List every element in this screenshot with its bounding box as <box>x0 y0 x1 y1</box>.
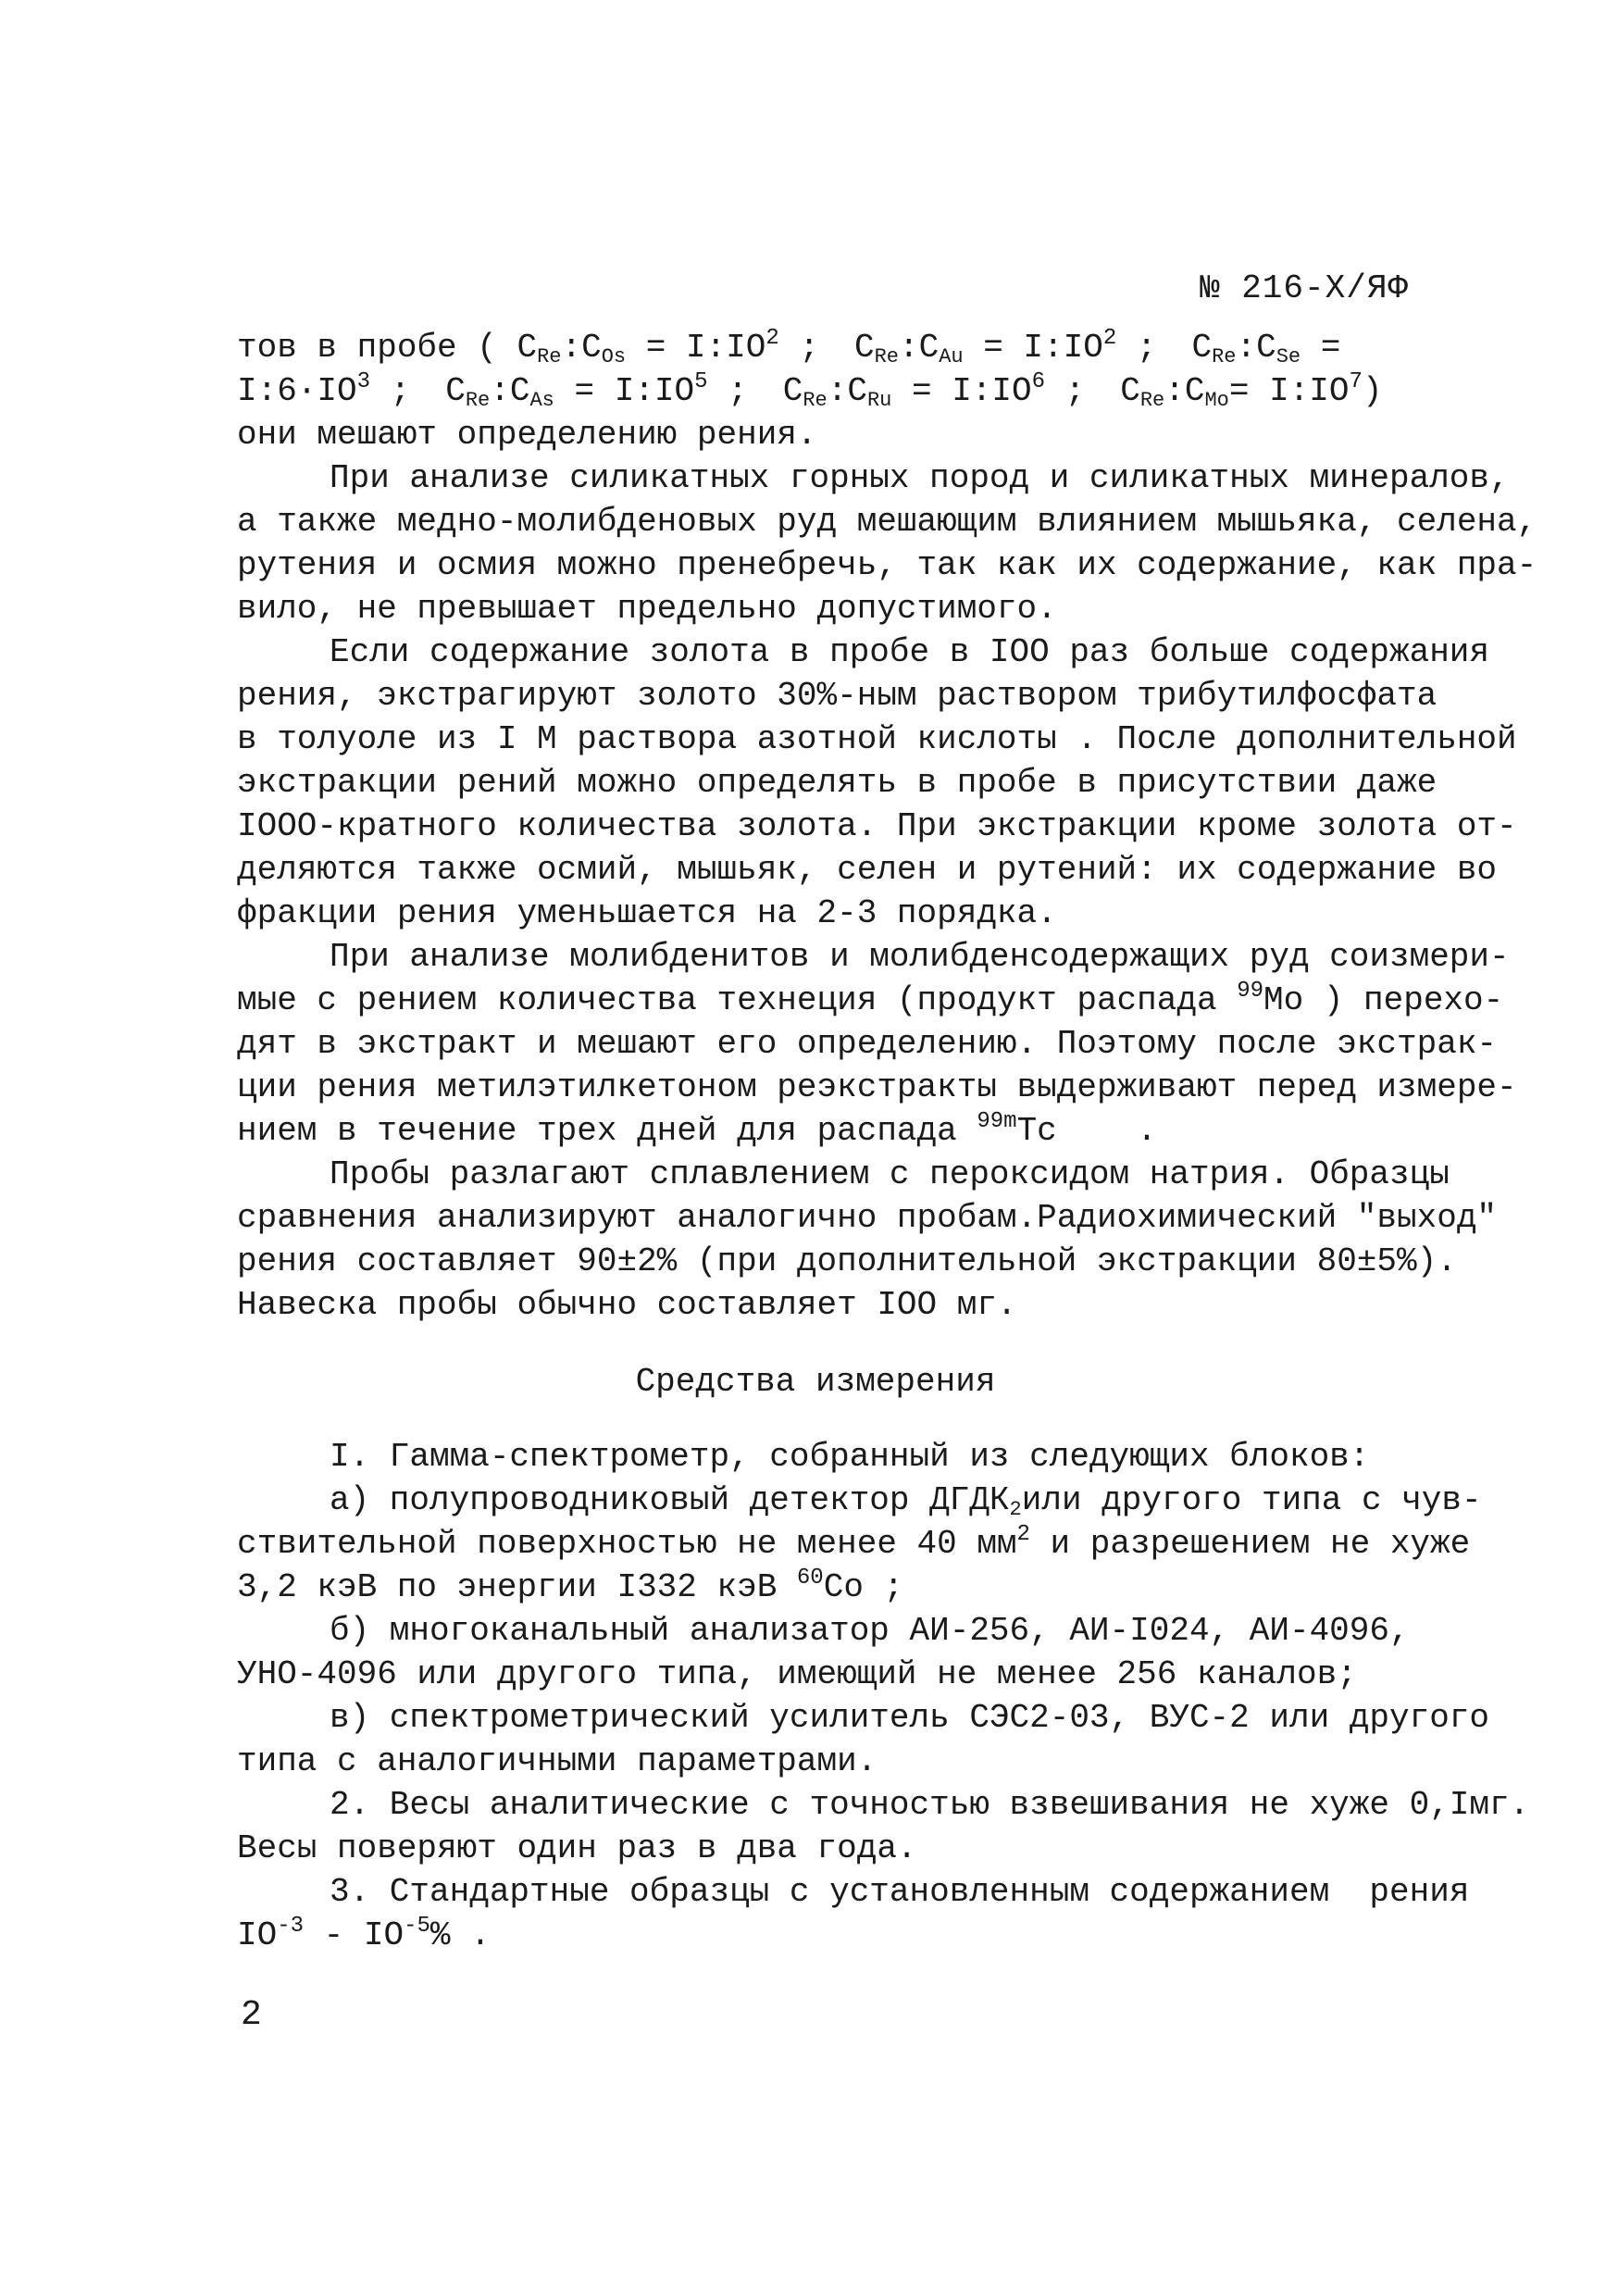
ratio-exponent: 2 <box>1102 326 1117 351</box>
paragraph-line: а также медно-молибденовых руд мешающим влиянием мышьяка, селена, <box>237 503 1537 541</box>
list-item-1b-line: б) многоканальный анализатор АИ-256, АИ-I024, АИ-4096, <box>330 1612 1410 1650</box>
subscript: 2 <box>1009 1498 1022 1521</box>
list-item-3-line: 3. Стандартные образцы с установленным содержанием рения <box>330 1873 1470 1911</box>
paragraph-line: экстракции рений можно определять в пробе в присутствии даже <box>237 764 1438 802</box>
list-item-1a-line <box>237 1479 1482 1522</box>
formula-line-1 <box>237 326 1394 369</box>
ratio-exponent: 5 <box>694 369 708 394</box>
ratio-re-se-value <box>237 369 410 413</box>
formula-line-2 <box>237 369 1394 413</box>
paragraph-line: фракции рения уменьшается на 2-3 порядка. <box>237 894 1057 932</box>
list-item-2-line: Весы поверяют один раз в два года. <box>237 1829 917 1867</box>
list-item-1c-line: в) спектрометрический усилитель СЭС2-03, ВУС-2 или другого <box>330 1699 1490 1737</box>
ratio-symbol: C <box>1191 329 1213 367</box>
ratio-symbol: :C <box>898 329 940 367</box>
superscript: 2 <box>1016 1522 1030 1547</box>
ratio-value: = I:IO <box>1228 372 1350 410</box>
document-body <box>237 326 1537 1957</box>
ratio-subscript: Se <box>1276 345 1301 368</box>
ratio-subscript: Re <box>1139 389 1165 412</box>
mass-number: 99 <box>1237 979 1263 1004</box>
ratio-subscript: Re <box>537 345 562 368</box>
section-title: Средства измерения <box>635 1363 996 1401</box>
ratio-subscript: Re <box>803 389 828 412</box>
paragraph-line: вило, не превышает предельно допустимого. <box>237 590 1057 628</box>
ratio-subscript: Re <box>1212 345 1237 368</box>
ratio-subscript: Au <box>939 345 964 368</box>
paragraph-line: в толуоле из I М раствора азотной кислоты . После дополнительной <box>237 720 1517 758</box>
ratio-re-au <box>854 326 1157 369</box>
text-run: а) полупроводниковый детектор ДГДК <box>330 1481 1010 1519</box>
ratio-exponent: 2 <box>765 326 779 351</box>
ratio-subscript: Ru <box>866 389 892 412</box>
text-run: IO <box>237 1916 278 1954</box>
paragraph-line: Навеска пробы обычно составляет IOO мг. <box>237 1286 1017 1324</box>
text-run: - IO <box>304 1916 404 1954</box>
paragraph-line: сравнения анализируют аналогично пробам.Радиохимический "выход" <box>237 1199 1498 1237</box>
ratio-re-mo <box>1120 369 1382 413</box>
list-item-2-line: 2. Весы аналитические с точностью взвешивания не хуже 0,Iмг. <box>330 1786 1530 1824</box>
text-run: Mo ) перехо- <box>1263 981 1504 1019</box>
paragraph-line: При анализе силикатных горных пород и силикатных минералов, <box>330 459 1510 497</box>
list-item-1c-line: типа с аналогичными параметрами. <box>237 1742 877 1780</box>
text-run: 3,2 кэВ по энергии I332 кэВ <box>237 1568 797 1606</box>
paragraph-line: При анализе молибденитов и молибденсодержащих руд соизмери- <box>330 938 1510 976</box>
ratio-separator: ; <box>1045 372 1086 410</box>
ratio-re-os <box>517 326 819 369</box>
paragraph-line: ции рения метилэтилкетоном реэкстракты выдерживают перед измере- <box>237 1068 1517 1106</box>
ratio-value: = <box>1301 329 1341 367</box>
mass-number: 99m <box>977 1109 1017 1134</box>
text-run: или другого типа с чув- <box>1021 1481 1482 1519</box>
mass-number: 60 <box>796 1566 824 1591</box>
paragraph-line: IOOO-кратного количества золота. При экстракции кроме золота от- <box>237 807 1517 845</box>
list-item-1a-line <box>237 1522 1471 1566</box>
text-run: нием в течение трех дней для распада <box>237 1112 977 1150</box>
ratio-symbol: C <box>517 329 538 367</box>
exponent: -5 <box>404 1914 430 1939</box>
ratio-separator: ; <box>370 372 411 410</box>
paragraph-line: рения, экстрагируют золото 30%-ным раствором трибутилфосфата <box>237 677 1438 715</box>
ratio-re-se <box>1191 326 1340 369</box>
list-item-3-range <box>237 1914 1394 1957</box>
ratio-subscript: Re <box>874 345 899 368</box>
paragraph-line: рутения и осмия можно пренебречь, так как их содержание, как пра- <box>237 546 1537 584</box>
paragraph-line-isotope-mo <box>237 979 1504 1022</box>
ratio-symbol: :C <box>561 329 602 367</box>
ratio-symbol: C <box>782 372 803 410</box>
ratio-exponent: 7 <box>1349 369 1363 394</box>
ratio-re-ru <box>783 369 1086 413</box>
ratio-symbol: C <box>445 372 466 410</box>
ratio-separator: ; <box>1116 329 1157 367</box>
text-run: мые с рением количества технеция (продукт распада <box>237 981 1238 1019</box>
ratio-subscript: Mo <box>1204 389 1229 412</box>
ratio-value: I:6·IO <box>237 372 357 410</box>
ratio-symbol: C <box>1120 372 1140 410</box>
formula-lead-text: тов в пробе ( <box>237 329 497 367</box>
paragraph-line: Пробы разлагают сплавлением с пероксидом натрия. Образцы <box>330 1155 1450 1193</box>
ratio-exponent: 3 <box>356 369 371 394</box>
ratio-value: = I:IO <box>963 329 1103 367</box>
ratio-value: = I:IO <box>626 329 766 367</box>
ratio-subscript: Re <box>465 389 491 412</box>
ratio-symbol: :C <box>1236 329 1276 367</box>
paragraph-line: рения составляет 90±2% (при дополнительной экстракции 80±5%). <box>237 1242 1457 1280</box>
ratio-symbol: :C <box>827 372 867 410</box>
list-item-1: I. Гамма-спектрометр, собранный из следующих блоков: <box>330 1438 1370 1476</box>
formula-line-3: они мешают определению рения. <box>237 416 817 454</box>
text-run: Tc . <box>1016 1112 1157 1150</box>
exponent: -3 <box>277 1914 305 1939</box>
text-run: и разрешением не хуже <box>1029 1525 1471 1563</box>
page-number: 2 <box>241 1995 262 2035</box>
ratio-symbol: :C <box>490 372 530 410</box>
paragraph-line: Если содержание золота в пробе в IOO раз больше содержания <box>330 633 1490 671</box>
list-item-1a-line <box>237 1566 1394 1609</box>
ratio-subscript: Os <box>601 345 627 368</box>
text-run: ствительной поверхностью не менее 40 мм <box>237 1525 1017 1563</box>
paragraph-line-isotope-tc <box>237 1109 1394 1153</box>
ratio-value: = I:IO <box>891 372 1032 410</box>
ratio-separator: ; <box>778 329 819 367</box>
ratio-exponent: 6 <box>1031 369 1046 394</box>
list-item-1b-line: УНО-4096 или другого типа, имеющий не менее 256 каналов; <box>237 1655 1357 1693</box>
ratio-subscript: As <box>529 389 554 412</box>
ratio-value: = I:IO <box>554 372 695 410</box>
ratio-symbol: C <box>853 329 875 367</box>
ratio-separator: ; <box>707 372 748 410</box>
paragraph-line: деляются также осмий, мышьяк, селен и рутений: их содержание во <box>237 851 1498 889</box>
ratio-symbol: :C <box>1164 372 1205 410</box>
paragraph-line: дят в экстракт и мешают его определению. Поэтому после экстрак- <box>237 1025 1498 1063</box>
ratio-re-as <box>445 369 748 413</box>
text-run: % . <box>429 1916 491 1954</box>
text-run: Co ; <box>823 1568 904 1606</box>
ratio-separator: ) <box>1362 372 1383 410</box>
document-number: № 216-Х/ЯФ <box>1200 269 1410 307</box>
